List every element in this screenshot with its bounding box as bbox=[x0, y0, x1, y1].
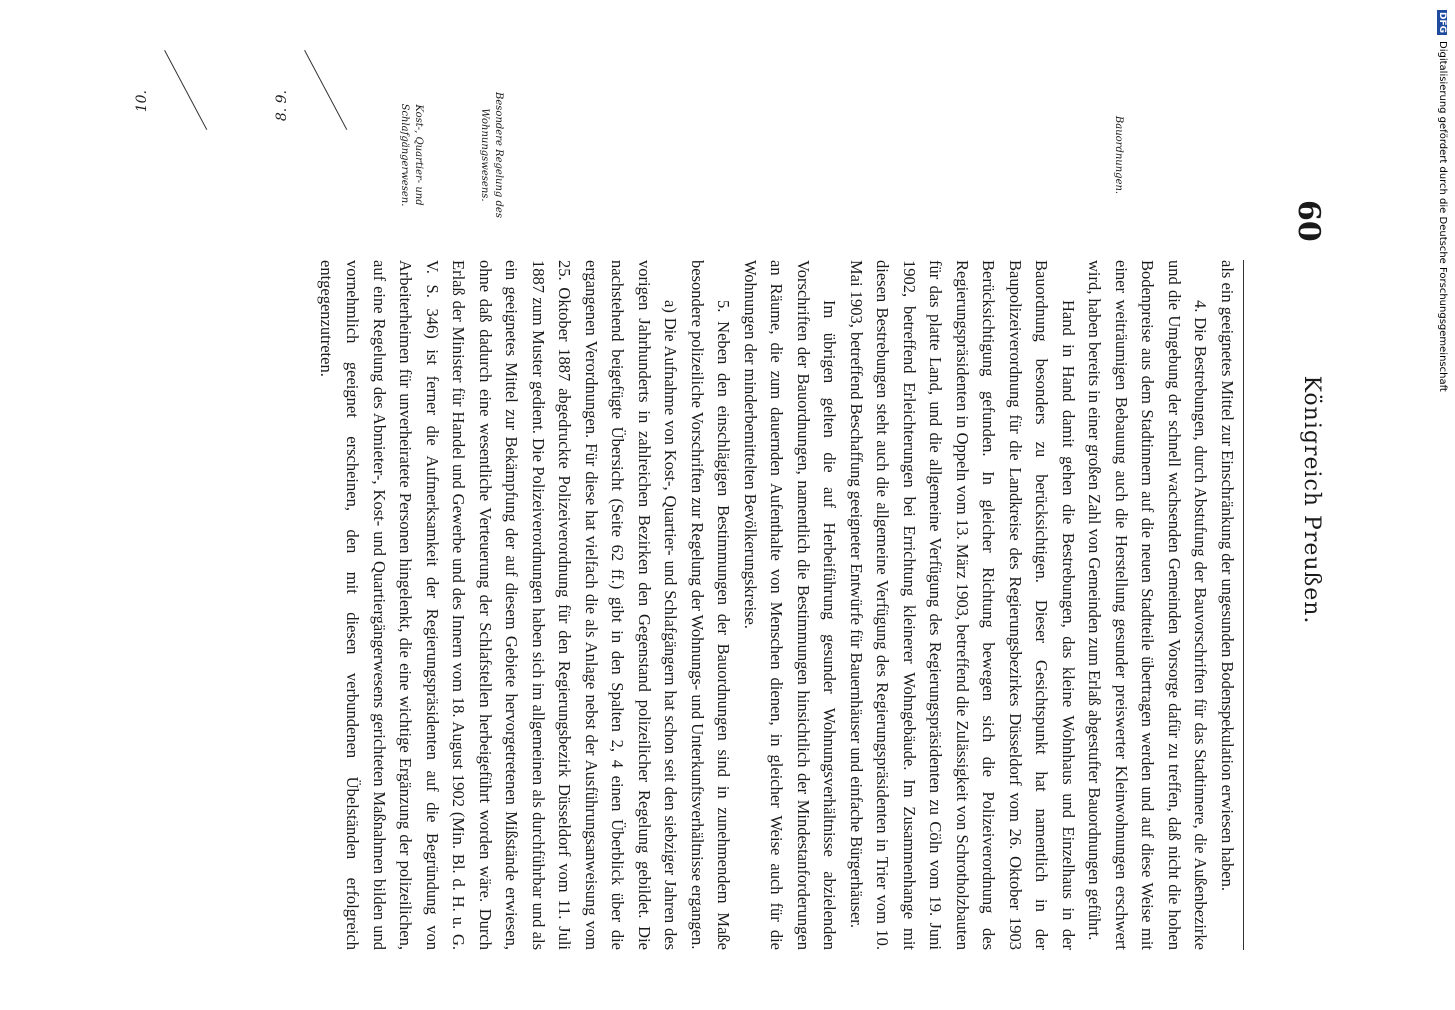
dfg-credit bbox=[1434, 10, 1448, 1010]
paragraph: 4. Die Bestrebungen, durch Abstufung der Bauvorschriften für das Stadtinnere, die Außenbezirke und die Umgebung der schnell wachsenden Gemeinden Vorsorge dafür zu treffen, daß nicht die hohen Bodenpreise aus dem Stadtinnern auf die neuen Stadtteile übertragen werden und auf diese Weise mit einer weiträumigen Bebauung auch die Herstellung gesunder preiswerter Kleinwohnungen erschwert wird, haben bereits in einer großen Zahl von Gemeinden zum Erlaß abgestufter Bauordnungen geführt. bbox=[1085, 260, 1211, 950]
sidenote-wohnungswesen: Besondere Regelung des Wohnungswesens. bbox=[479, 92, 504, 218]
margin-mark-10: 10. bbox=[134, 90, 150, 113]
body-text bbox=[313, 260, 1241, 950]
sidenote-bauordnungen: Bauordnungen. bbox=[1113, 115, 1124, 195]
credit-text: Digitalisierung gefördert durch die Deutsche Forschungsgemeinschaft bbox=[1437, 41, 1448, 392]
paragraph: a) Die Aufnahme von Kost-, Quartier- und Schlafgängern hat schon seit den siebziger Jahren des vorigen Jahrhunderts in zahlreichen Bezirken den Gegenstand polizeilicher Regelung gebildet. Die nachstehend beigefügte Übersicht (Seite 62 ff.) gibt in den Spalten 2, 4 einen Überblick über die ergangenen Verordnungen. Für diese hat vielfach die als Anlage nebst der Ausführungsanweisung vom 25. Oktober 1887 abgedruckte Polizeiverordnung für den Regierungsbezirk Düsseldorf vom 11. Juli 1887 zum Muster gedient. Die Polizeiverordnungen haben sich im allgemeinen als durchführbar und als ein geeignetes Mittel zur Bekämpfung der auf diesem Gebiete hervorgetretenen Mißstände erwiesen, ohne daß dadurch eine wesentliche Verteuerung der Schlafstellen herbeigeführt worden wäre. Durch Erlaß der Minister für Handel und Gewerbe und des Innern vom 18. August 1902 (Min. Bl. d. H. u. G. V. S. 346) ist ferner die Aufmerksamkeit der Regierungspräsidenten auf die Begründung von Arbeiterheimen für unverheiratete Personen hingelenkt, die eine wichtige Ergänzung der polizeilichen, auf eine Regelung des Abmieter-, Kost- und Quartiergängerwesens gerichteten Maßnahmen bilden und vornehmlich geeignet erscheinen, den mit diesen verbundenen Übelständen erfolgreich entgegenzutreten. bbox=[317, 260, 681, 950]
page-number: 60 bbox=[1291, 200, 1326, 242]
paragraph: als ein geeignetes Mittel zur Einschränkung der ungesunden Bodenspekulation erwiesen haben. bbox=[1218, 260, 1237, 891]
running-title: Königreich Preußen. bbox=[1299, 375, 1324, 625]
sidenote-schlafgaenger: Kost-, Quartier- und Schlafgängerwesen. bbox=[399, 103, 424, 207]
margin-line-1 bbox=[304, 50, 347, 130]
paragraph: 5. Neben den einschlägigen Bestimmungen der Bauordnungen sind in zunehmendem Maße besondere polizeiliche Vorschriften zur Regelung der Wohnungs- und Unterkunftsverhältnisse ergangen. bbox=[688, 260, 734, 950]
scanned-page bbox=[80, 50, 1340, 950]
header-rule bbox=[1243, 260, 1244, 950]
dfg-logo-icon: DFG bbox=[1437, 12, 1447, 34]
paragraph: Hand in Hand damit gehen die Bestrebungen, das kleine Wohnhaus und Einzelhaus in der Bauordnung besonders zu berücksichtigen. Dieser Gesichtspunkt hat namentlich in der Baupolizeiverordnung für die Landkreise des Regierungsbezirkes Düsseldorf vom 26. Oktober 1903 Berücksichtigung gefunden. In gleicher Richtung bewegen sich die Polizeiverordnung des Regierungspräsidenten in Oppeln vom 13. März 1903, betreffend die Zulässigkeit von Schrotholzbauten für das platte Land, und die allgemeine Verfügung des Regierungspräsidenten zu Cöln vom 19. Juni 1902, betreffend Erleichterungen bei Errichtung kleinerer Wohngebäude. Im Zusammenhange mit diesen Bestrebungen steht auch die allgemeine Verfügung des Regierungspräsidenten in Trier vom 10. Mai 1903, betreffend Beschaffung geeigneter Entwürfe für Bauernhäuser und einfache Bürgerhäuser. bbox=[847, 260, 1078, 950]
paragraph: Im übrigen gelten die auf Herbeiführung gesunder Wohnungsverhältnisse abzielenden Vorschriften der Bauordnungen, namentlich die Bestimmungen hinsichtlich der Mindestanforderungen an Räume, die zum dauernden Aufenthalte von Menschen dienen, in gleicher Weise auch für die Wohnungen der minderbemittelten Bevölkerungskreise. bbox=[741, 260, 840, 950]
margin-mark-8-9: 8. 9. bbox=[274, 90, 290, 122]
margin-line-2 bbox=[164, 50, 207, 130]
page-header bbox=[1280, 50, 1340, 950]
